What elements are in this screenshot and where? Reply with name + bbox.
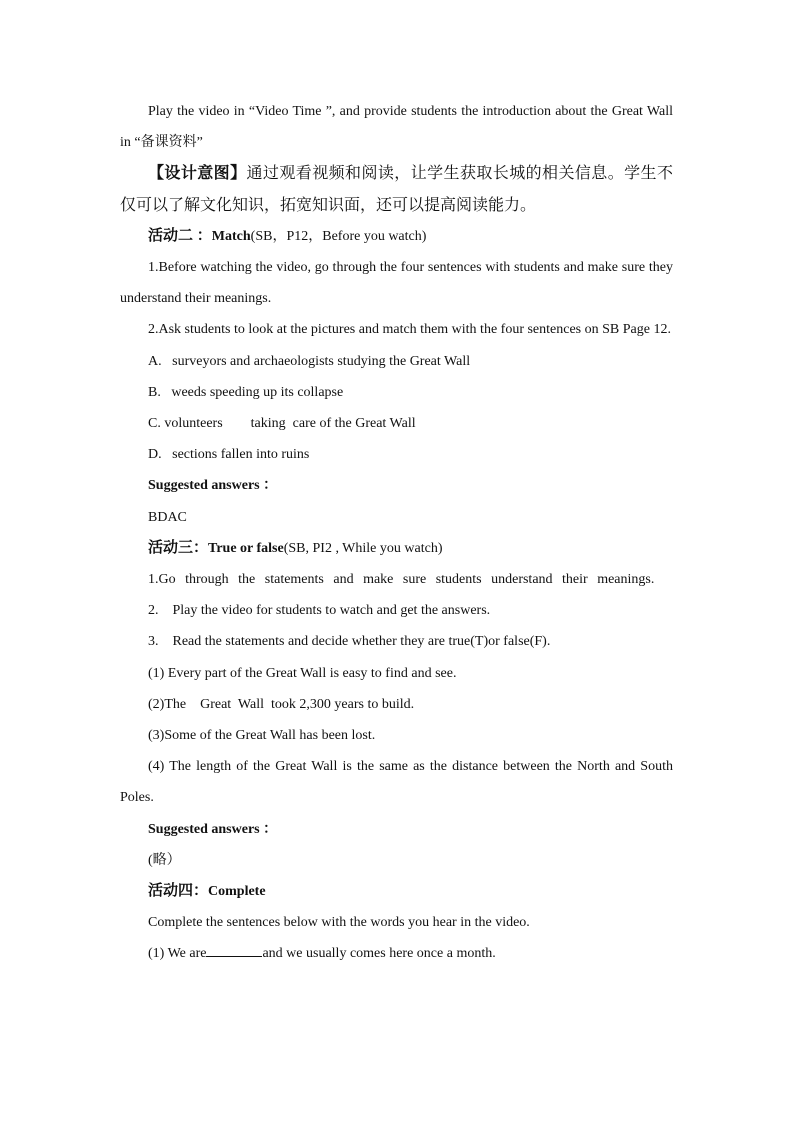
activity2-title-note: (SB，P12，Before you watch)	[250, 228, 427, 244]
design-intent-label: 【设计意图】	[148, 165, 247, 183]
option-text: volunteers taking care of the Great Wall	[164, 416, 416, 432]
activity3-heading	[120, 533, 673, 564]
option-b	[120, 377, 673, 408]
fill-blank[interactable]	[206, 943, 262, 957]
step-number: 2.	[148, 603, 159, 619]
activity4-heading	[120, 876, 673, 907]
activity3-title-en: True or false	[208, 540, 284, 556]
activity3-title-cn: 活动三：	[148, 539, 209, 556]
option-text: sections fallen into ruins	[172, 447, 310, 463]
activity3-step3	[120, 626, 673, 657]
activity2-answers: BDAC	[148, 509, 187, 525]
activity2-step2: 2.Ask students to look at the pictures and match them with the four sentences on SB Page 12.	[148, 322, 671, 338]
option-a	[120, 346, 673, 377]
option-key: B.	[148, 384, 161, 400]
item1-suffix: and we usually comes here once a month.	[262, 946, 496, 962]
activity2-step1: 1.Before watching the video, go through the four sentences with students and make sure they understand their meanings.	[120, 260, 673, 307]
intro-paragraph: Play the video in “Video Time ”, and provide students the introduction about the Great Wall in “备课资料”	[120, 104, 673, 151]
statement-3: (3)Some of the Great Wall has been lost.	[148, 728, 376, 744]
activity4-title-cn: 活动四：	[148, 883, 209, 900]
activity3-title-note: (SB, PI2 , While you watch)	[283, 540, 443, 556]
activity2-answers-label: Suggested answers ：	[148, 478, 278, 494]
step-number: 3.	[148, 634, 159, 650]
activity2-heading	[120, 221, 673, 252]
document-page	[120, 96, 673, 970]
option-d	[120, 439, 673, 470]
item1-prefix: (1) We are	[148, 946, 207, 962]
option-c	[120, 408, 673, 439]
activity4-item1	[120, 938, 673, 969]
activity2-title-cn: 活动二 ：	[148, 227, 212, 244]
activity4-title-en: Complete	[208, 884, 266, 900]
option-text: weeds speeding up its collapse	[171, 384, 344, 400]
statement-1: (1) Every part of the Great Wall is easy to find and see.	[148, 665, 457, 681]
design-intent-paragraph	[120, 158, 673, 220]
activity4-instruction: Complete the sentences below with the words you hear in the video.	[148, 915, 530, 931]
activity3-step1: 1.Go through the statements and make sure students understand their meanings.	[148, 572, 655, 588]
statement-4: (4) The length of the Great Wall is the same as the distance between the North and South Poles.	[120, 759, 673, 806]
option-key: A.	[148, 353, 162, 369]
option-key: C.	[148, 416, 161, 432]
activity3-step2	[120, 595, 673, 626]
design-intent-text: 通过观看视频和阅读，让学生获取长城的相关信息。学生不仅可以了解文化知识，拓宽知识面，还可以提高阅读能力。	[120, 165, 673, 214]
activity2-title-en: Match	[211, 228, 251, 244]
step-text: Read the statements and decide whether they are true(T)or false(F).	[172, 634, 551, 650]
statement-2: (2)The Great Wall took 2,300 years to build.	[148, 696, 415, 712]
option-key: D.	[148, 447, 162, 463]
activity3-answers: (略）	[148, 852, 181, 868]
option-text: surveyors and archaeologists studying the Great Wall	[172, 353, 471, 369]
step-text: Play the video for students to watch and get the answers.	[172, 603, 491, 619]
activity3-answers-label: Suggested answers ：	[148, 821, 278, 837]
